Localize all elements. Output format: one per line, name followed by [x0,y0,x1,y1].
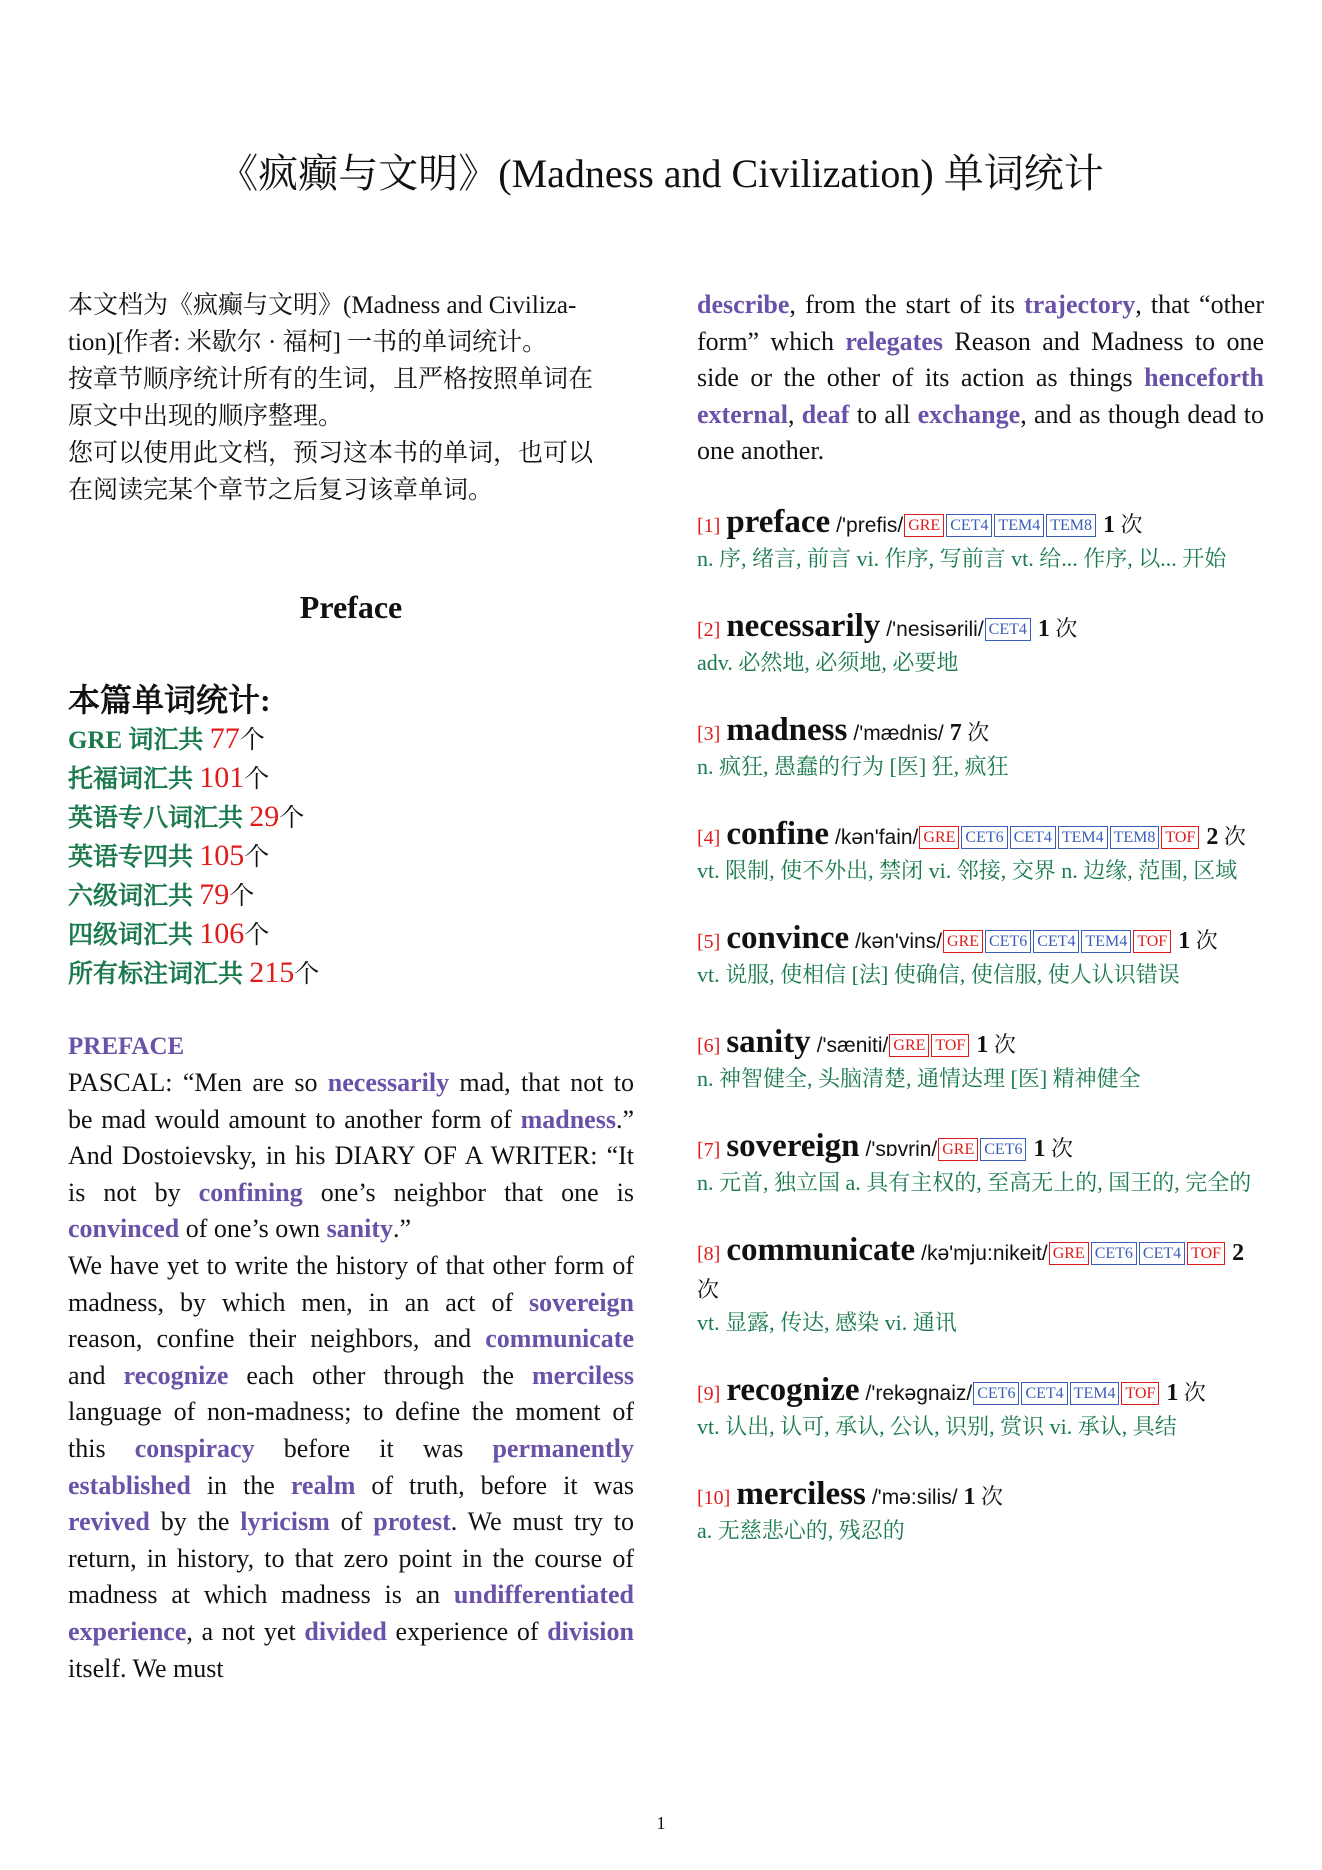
entry-count-number: 2 [1206,823,1219,850]
document-title: 《疯癫与文明》(Madness and Civilization) 单词统计 [218,151,1104,196]
vocab-highlight: communicate [485,1324,634,1354]
vocab-highlight: lyricism [240,1507,330,1537]
stat-label: GRE 词汇共 [68,727,210,754]
exam-tag: TEM4 [1070,1382,1120,1405]
entry-count [964,1484,1004,1509]
stat-count: 215 [249,956,295,989]
entry-index: [3] [697,722,721,745]
passage-text: language of non-madness; to define the moment of this [68,1397,634,1463]
stat-count: 79 [199,878,230,911]
entry-count-unit: 次 [1050,1135,1073,1161]
exam-tag: TOF [1161,826,1199,849]
entry-phonetic: /'nesisərili/ [886,617,984,641]
stat-unit: 个 [244,922,270,949]
exam-tag: GRE [938,1138,978,1161]
exam-tag: TOF [1121,1382,1159,1405]
intro-line: tion)[作者: 米歇尔 · 福柯] 一书的单词统计。 [68,329,548,356]
stats-list [68,720,634,993]
passage-text: and [68,1360,124,1390]
entry-phonetic: /'mædnis/ [853,721,944,745]
exam-tag: TEM4 [1058,826,1108,849]
vocab-highlight: merciless [531,1360,635,1390]
exam-tag: CET4 [1033,930,1079,953]
passage-text: , a not yet [186,1616,305,1646]
entry-word: sovereign [726,1127,860,1164]
stat-label: 所有标注词汇共 [68,961,250,988]
vocab-highlight: madness [520,1104,616,1134]
entry-count-unit: 次 [1223,823,1246,849]
exam-tag: CET4 [946,514,992,537]
passage-text: , [787,399,802,429]
entry-word: madness [726,711,848,748]
vocab-highlight: relegates [845,326,944,356]
passage-text: in the [190,1470,291,1500]
stat-line [68,915,634,954]
stat-count: 101 [199,761,245,794]
intro-text [68,287,634,509]
entry-index: [4] [697,826,721,849]
exam-tag: CET6 [1091,1242,1137,1265]
intro-line: 原文中出现的顺序整理。 [68,403,344,430]
exam-tag: TEM4 [994,514,1044,537]
entry-count-number: 2 [1232,1239,1245,1266]
entry-count [1033,1136,1073,1161]
exam-tag: TEM8 [1110,826,1160,849]
passage-text: before it was [254,1433,493,1463]
vocab-entry [697,920,1264,990]
vocab-entry-head [697,1128,1264,1168]
vocab-entry-head [697,1476,1264,1516]
passage-right [697,287,1264,470]
entry-phonetic: /kən'fain/ [835,825,919,849]
vocab-entry-head [697,608,1264,648]
stat-label: 英语专四共 [68,844,200,871]
vocab-highlight: sovereign [529,1287,634,1317]
passage-text: We have yet to write the history of that other form of madness, by which men, in an act of [68,1250,634,1317]
entry-count-number: 1 [963,1483,976,1510]
stat-count: 77 [209,722,240,755]
exam-tag: CET6 [961,826,1007,849]
passage-text: PASCAL: “Men are so [68,1068,328,1097]
entry-definition: n. 序, 绪言, 前言 vi. 作序, 写前言 vt. 给... 作序, 以... 开始 [697,545,1227,571]
entry-word: recognize [726,1371,860,1408]
vocab-highlight: divided [304,1616,387,1646]
vocab-list [697,504,1264,1546]
vocab-entry-head [697,712,1264,752]
entry-index: [2] [697,618,721,641]
vocab-highlight: describe [697,290,790,319]
passage-text: Reason and Madness to one side or the other of its action as things [697,326,1265,393]
exam-tag: CET4 [985,618,1031,641]
section-title: Preface [299,589,403,625]
vocab-highlight: trajectory [1024,290,1136,319]
entry-phonetic: /'mə:silis/ [871,1485,958,1509]
passage-text: to all [849,399,918,429]
entry-count [1178,928,1218,953]
stat-count: 105 [199,839,245,872]
vocab-highlight: exchange [917,399,1021,429]
passage-text: of [329,1507,374,1537]
entry-definition: n. 疯狂, 愚蠢的行为 [医] 狂, 疯狂 [697,753,1009,779]
entry-definition: a. 无慈悲心的, 残忍的 [697,1517,905,1543]
entry-phonetic: /kə'mju:nikeit/ [921,1241,1048,1265]
passage-text: by the [149,1507,241,1537]
passage-text: mad, that not to be mad would amount to another form of [68,1068,635,1134]
passage-text: reason, confine their neighbors, and [68,1324,486,1354]
vocab-highlight: realm [290,1470,356,1500]
entry-word: convince [726,919,850,956]
vocab-highlight: revived [68,1507,150,1537]
exam-tag: GRE [919,826,959,849]
entry-count-number: 1 [1178,927,1191,954]
stat-label: 托福词汇共 [68,766,200,793]
entry-count [976,1032,1016,1057]
vocab-entry [697,816,1264,886]
exam-tag: CET6 [985,930,1031,953]
exam-tag: TOF [1133,930,1171,953]
entry-count [1038,616,1078,641]
entry-word: communicate [726,1231,916,1268]
vocab-entry [697,1476,1264,1546]
exam-tag: TOF [1187,1242,1225,1265]
vocab-highlight: recognize [123,1360,229,1390]
passage-text: , and as though dead to one another. [697,399,1265,466]
passage-text: experience of [386,1616,548,1646]
vocab-entry-head [697,1232,1264,1308]
entry-count-unit: 次 [993,1031,1016,1057]
entry-phonetic: /'rekəgnaiz/ [865,1381,973,1405]
vocab-highlight: permanently established [68,1433,634,1500]
entry-index: [10] [697,1486,731,1509]
passage-text: itself. We must [68,1653,224,1683]
entry-phonetic: /kən'vins/ [855,929,943,953]
entry-index: [7] [697,1138,721,1161]
entry-definition: vt. 限制, 使不外出, 禁闭 vi. 邻接, 交界 n. 边缘, 范围, 区域 [697,857,1238,883]
entry-phonetic: /'prefis/ [836,513,904,537]
vocab-highlight: necessarily [327,1068,450,1097]
entry-count-number: 7 [949,719,962,746]
entry-count [1103,512,1143,537]
entry-index: [6] [697,1034,721,1057]
vocab-highlight: deaf [801,399,850,429]
passage-text: , that “other form” which [697,290,1264,356]
vocab-entry-head [697,920,1264,960]
stat-line [68,759,634,798]
vocab-entry-head [697,1372,1264,1412]
intro-line: 按章节顺序统计所有的生词，且严格按照单词在 [68,366,594,393]
entry-count [1166,1380,1206,1405]
vocab-highlight: protest [373,1507,451,1537]
entry-definition: n. 神智健全, 头脑清楚, 通情达理 [医] 精神健全 [697,1065,1141,1091]
page-number: 1 [656,1813,666,1833]
vocab-entry [697,1024,1264,1094]
entry-definition: adv. 必然地, 必须地, 必要地 [697,649,959,675]
entry-count-unit: 次 [1120,511,1143,537]
right-column [697,287,1264,1580]
entry-count-number: 1 [976,1031,989,1058]
entry-index: [8] [697,1242,721,1265]
stat-unit: 个 [279,805,305,832]
entry-definition: vt. 显露, 传达, 感染 vi. 通讯 [697,1309,957,1335]
passage-text: one’s neighbor that one is [302,1177,634,1207]
entry-index: [9] [697,1382,721,1405]
exam-tag: CET4 [1010,826,1056,849]
entry-count [1206,824,1246,849]
passage-left [68,1065,634,1687]
stat-label: 六级词汇共 [68,883,200,910]
exam-tag: TEM4 [1081,930,1131,953]
intro-line: 您可以使用此文档，预习这本书的单词，也可以 [68,440,594,467]
vocab-highlight: conspiracy [134,1433,255,1463]
stat-unit: 个 [239,727,265,754]
vocab-highlight: division [547,1616,634,1646]
entry-word: sanity [726,1023,811,1060]
exam-tag: TEM8 [1046,514,1096,537]
intro-line: 在阅读完某个章节之后复习该章单词。 [68,477,494,504]
vocab-entry [697,1128,1264,1198]
entry-count-number: 1 [1033,1135,1046,1162]
vocab-highlight: confining [198,1177,303,1207]
stat-line [68,720,634,759]
passage-text: of one’s own [179,1214,327,1244]
vocab-entry-head [697,504,1264,544]
entry-count-unit: 次 [697,1276,720,1302]
vocab-entry [697,1232,1264,1338]
exam-tag: CET6 [980,1138,1026,1161]
entry-word: confine [726,815,829,852]
chapter-heading: PREFACE [68,1033,185,1060]
entry-count-unit: 次 [967,719,990,745]
vocab-entry [697,712,1264,782]
vocab-highlight: undifferentiated experience [68,1580,634,1646]
exam-tag: CET4 [1139,1242,1185,1265]
exam-tag: GRE [1049,1242,1089,1265]
entry-count-unit: 次 [981,1483,1004,1509]
passage-text: .” [393,1214,412,1244]
passage-text: of truth, before it was [355,1470,634,1500]
stat-line [68,876,634,915]
exam-tag: GRE [904,514,944,537]
entry-index: [5] [697,930,721,953]
entry-index: [1] [697,514,721,537]
stat-line [68,798,634,837]
left-column [68,287,634,1687]
intro-line: 本文档为《疯癫与文明》(Madness and Civiliza- [68,292,577,319]
entry-count-number: 1 [1166,1379,1179,1406]
entry-count-number: 1 [1037,615,1050,642]
vocab-entry [697,504,1264,574]
entry-count-unit: 次 [1195,927,1218,953]
vocab-highlight: convinced [68,1214,180,1244]
exam-tag: CET6 [973,1382,1019,1405]
exam-tag: GRE [889,1034,929,1057]
vocab-entry-head [697,816,1264,856]
stat-unit: 个 [294,961,320,988]
stat-count: 106 [199,917,245,950]
entry-definition: vt. 说服, 使相信 [法] 使确信, 使信服, 使人认识错误 [697,961,1180,987]
exam-tag: TOF [931,1034,969,1057]
passage-text: each other through the [228,1360,532,1390]
vocab-highlight: henceforth external [697,363,1264,429]
entry-count-unit: 次 [1183,1379,1206,1405]
vocab-entry-head [697,1024,1264,1064]
vocab-entry [697,1372,1264,1442]
exam-tag: GRE [943,930,983,953]
entry-definition: n. 元首, 独立国 a. 具有主权的, 至高无上的, 国王的, 完全的 [697,1169,1252,1195]
entry-definition: vt. 认出, 认可, 承认, 公认, 识别, 赏识 vi. 承认, 具结 [697,1413,1177,1439]
stat-line [68,837,634,876]
passage-text: , from the start of its [789,290,1025,319]
stat-unit: 个 [244,766,270,793]
stats-title: 本篇单词统计: [68,682,271,718]
entry-word: merciless [736,1475,866,1512]
passage-text: .” And Dostoievsky, in his DIARY OF A WRITER: “It is not by [68,1104,634,1207]
entry-phonetic: /'sæniti/ [816,1033,889,1057]
entry-count [950,720,990,745]
vocab-entry [697,608,1264,678]
stat-unit: 个 [229,883,255,910]
entry-word: preface [726,503,831,540]
entry-word: necessarily [726,607,881,644]
stat-unit: 个 [244,844,270,871]
stat-count: 29 [249,800,280,833]
stat-line [68,954,634,993]
exam-tag: CET4 [1021,1382,1067,1405]
vocab-highlight: sanity [326,1214,394,1244]
entry-phonetic: /'sɒvrin/ [865,1137,938,1161]
stat-label: 四级词汇共 [68,922,200,949]
stat-label: 英语专八词汇共 [68,805,250,832]
entry-count-unit: 次 [1055,615,1078,641]
entry-count-number: 1 [1102,511,1115,538]
passage-text: . We must try to return, in history, to that zero point in the course of madness at which madness is an [68,1507,634,1610]
